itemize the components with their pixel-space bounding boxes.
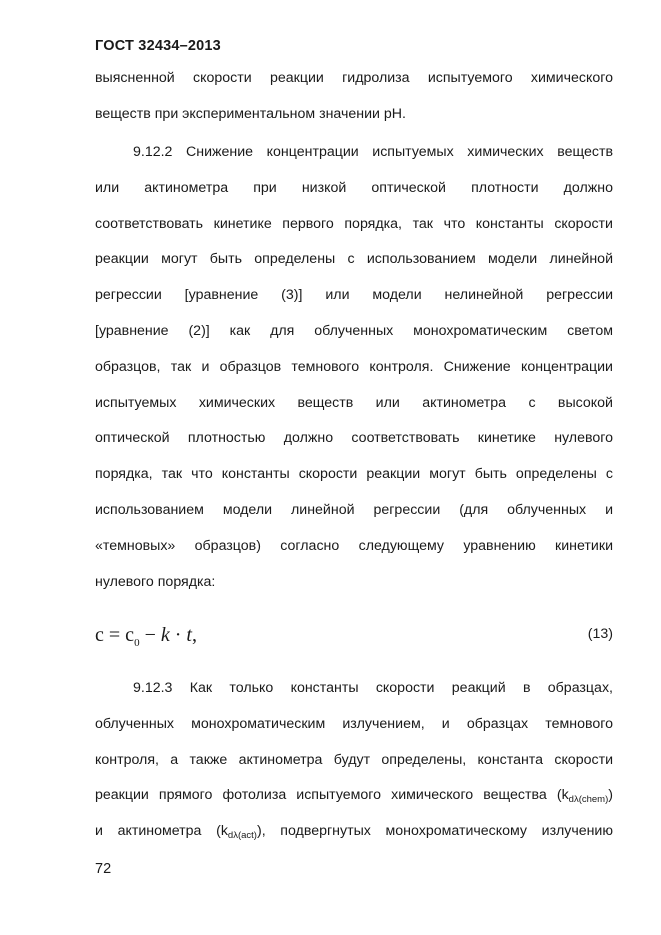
text-line: порядка, так что константы скорости реакции могут быть определены с (95, 466, 613, 483)
page-number: 72 (95, 861, 112, 877)
eq-dot: · (169, 624, 187, 646)
text-line: регрессии [уравнение (3)] или модели нелинейной регрессии (95, 287, 613, 304)
text-line: выясненной скорости реакции гидролиза испытуемого химического (95, 70, 613, 86)
standard-header: ГОСТ 32434–2013 (95, 38, 221, 54)
text-line: испытуемых химических веществ или актинометра с высокой (95, 394, 613, 411)
eq-lhs: c (95, 624, 104, 646)
text-fragment: ) (608, 787, 613, 804)
text-line: оптической плотностью должно соответствовать кинетике нулевого (95, 430, 613, 447)
text-line: контроля, а также актинометра будут определены, константа скорости (95, 751, 613, 768)
eq-c0: c (125, 624, 135, 646)
paragraph-9-12-3 (95, 678, 613, 857)
paragraph-9-12-2 (95, 142, 613, 607)
text-line: или актинометра при низкой оптической плотности должно (95, 179, 613, 196)
text-line-with-subscript (95, 785, 613, 821)
text-line: 9.12.3 Как только константы скорости реакций в образцах, (133, 680, 613, 696)
text-line: «темновых» образцов) согласно следующему уравнению кинетики (95, 537, 613, 554)
text-line-with-subscript (95, 821, 613, 857)
text-fragment: ), подвергнутых монохроматическому излучению (256, 823, 614, 840)
text-fragment: реакции прямого фотолиза испытуемого химического вещества (k (95, 787, 569, 804)
eq-end: , (191, 624, 197, 646)
text-line: нулевого порядка: (95, 573, 216, 590)
text-line: [уравнение (2)] как для облученных монохроматическим светом (95, 322, 613, 339)
subscript-chem: dλ(chem) (568, 794, 609, 806)
equation-number: (13) (587, 626, 613, 642)
subscript-act: dλ(act) (227, 830, 257, 842)
eq-t: t (186, 624, 192, 646)
eq-c0-subscript: 0 (134, 637, 140, 649)
text-line: 9.12.2 Снижение концентрации испытуемых химических веществ (133, 144, 613, 160)
eq-k: k (160, 624, 170, 646)
text-line: облученных монохроматическим излучением, и образцах темнового (95, 715, 613, 732)
text-fragment: и актинометра (k (95, 823, 228, 840)
paragraph-intro (95, 68, 613, 140)
eq-minus: − (139, 624, 161, 646)
text-line: реакции могут быть определены с использованием модели линейной (95, 251, 613, 268)
text-line: соответствовать кинетике первого порядка, так что константы скорости (95, 215, 613, 232)
text-line: веществ при экспериментальном значении pH. (95, 105, 406, 122)
eq-equals: = (103, 624, 126, 646)
text-line: образцов, так и образцов темнового контроля. Снижение концентрации (95, 358, 613, 375)
text-line: использованием модели линейной регрессии (для облученных и (95, 501, 613, 518)
equation-13 (95, 624, 197, 649)
